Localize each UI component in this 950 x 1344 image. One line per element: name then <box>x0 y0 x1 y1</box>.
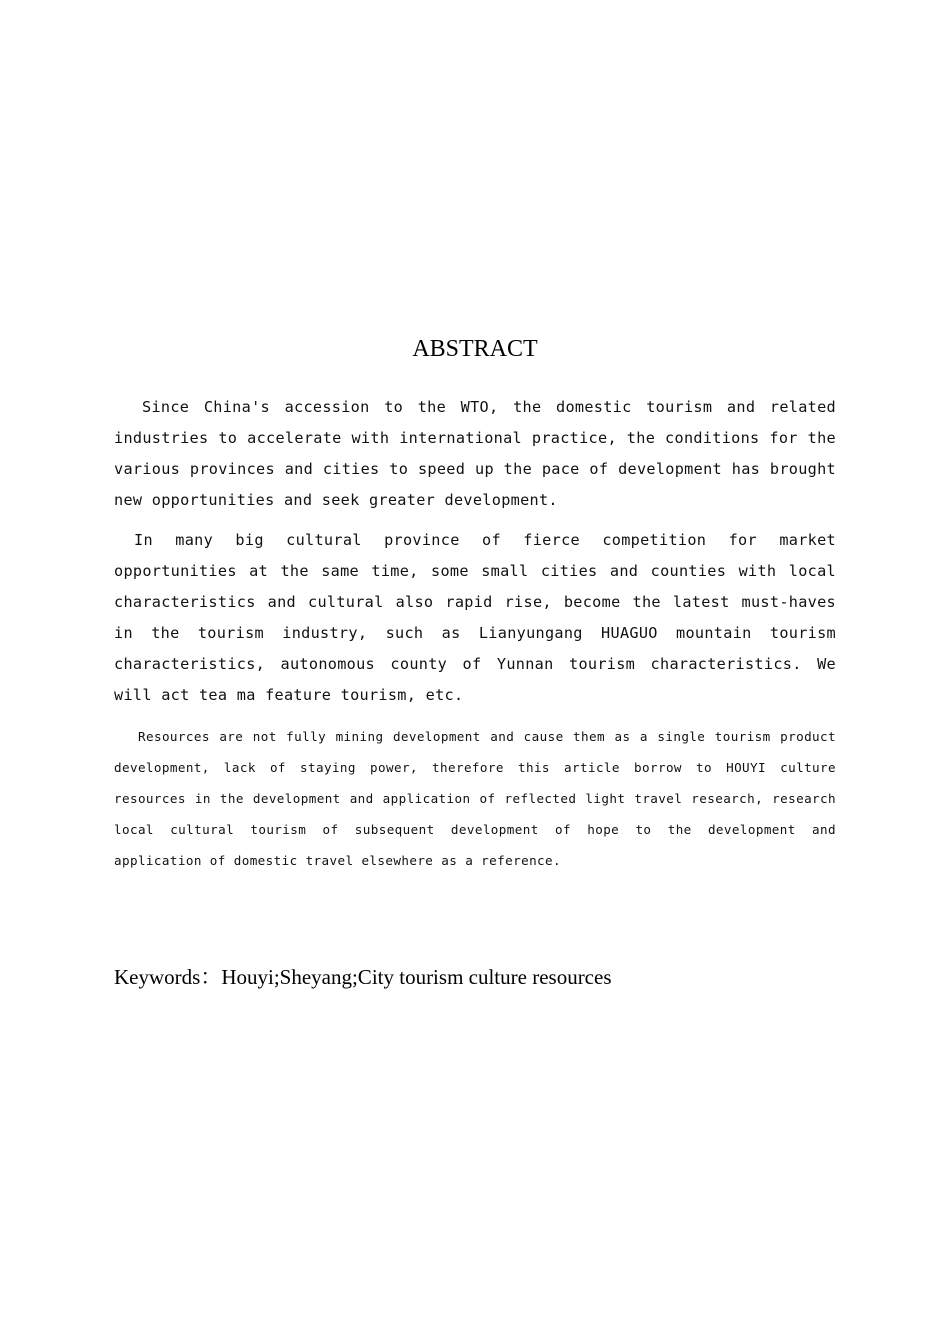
abstract-paragraph-1: Since China's accession to the WTO, the domestic tourism and related industries to accelerate with international practice, the conditions for the various provinces and cities to speed up the pace of development has brought new opportunities and seek greater development. <box>114 398 836 509</box>
keywords-line: Keywords：Houyi;Sheyang;City tourism culture resources <box>114 965 612 989</box>
abstract-paragraph-2: In many big cultural province of fierce competition for market opportunities at the same time, some small cities and counties with local characteristics and cultural also rapid rise, become the latest must-haves in the tourism industry, such as Lianyungang HUAGUO mountain tourism characteristics, autonomous county of Yunnan tourism characteristics. We will act tea ma feature tourism, etc. <box>114 531 836 704</box>
abstract-paragraph-3: Resources are not fully mining development and cause them as a single tourism product development, lack of staying power, therefore this article borrow to HOUYI culture resources in the development and application of reflected light travel research, research local cultural tourism of subsequent development of hope to the development and application of domestic travel elsewhere as a reference. <box>114 729 836 868</box>
abstract-title: ABSTRACT <box>412 336 538 362</box>
